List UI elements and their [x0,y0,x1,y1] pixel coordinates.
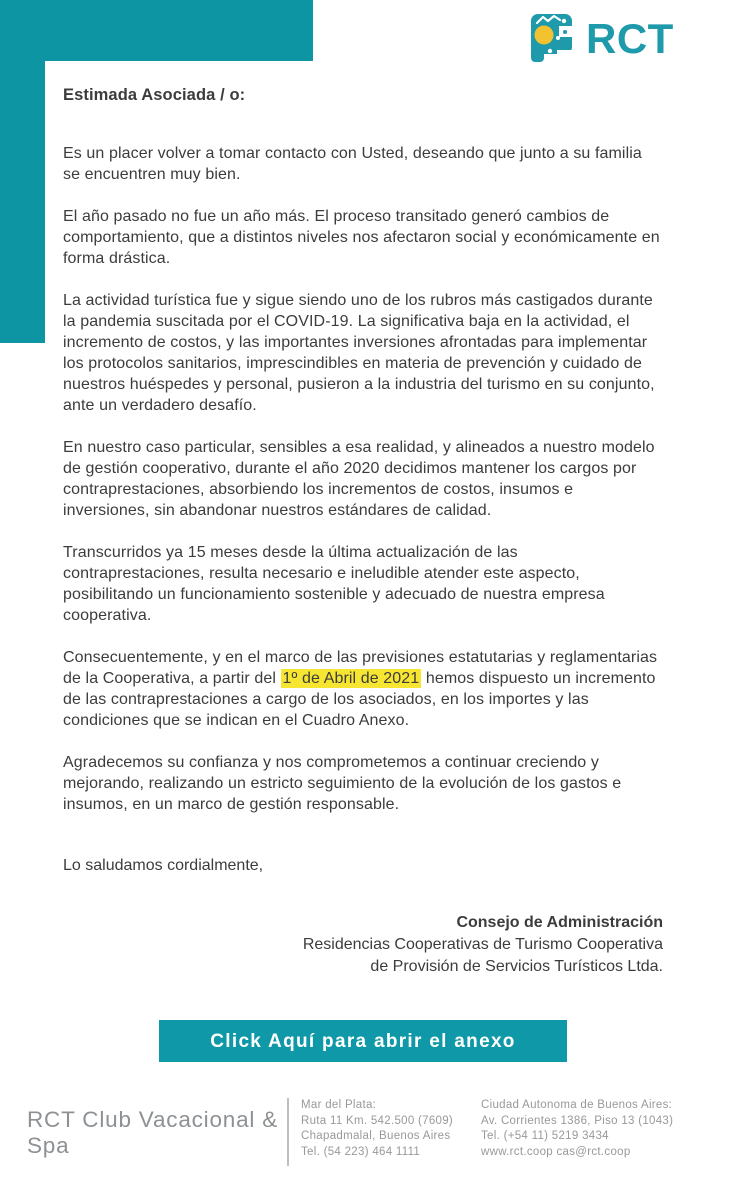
teal-corner-accent-left [0,0,45,343]
signature-org-line2: de Provisión de Servicios Turísticos Ltda. [370,958,663,975]
signature-title: Consejo de Administración [456,914,663,931]
paragraph-6-post: hemos dispuesto un incremento de las contraprestaciones a cargo de los asociados, en los importes y las condiciones que se indican en el Cuadro Anexo. [63,670,656,729]
salutation: Estimada Asociada / o: [63,86,246,104]
footer-ba-phone: Tel. (+54 11) 5219 3434 [481,1130,609,1142]
footer [0,1098,737,1166]
footer-brand: RCT Club Vacacional & Spa [27,1107,279,1158]
footer-mdp-street: Ruta 11 Km. 542.500 (7609) [301,1114,454,1127]
paragraph-3: La actividad turística fue y sigue siendo uno de los rubros más castigados durante la pandemia suscitada por el COVID-19. La significativa baja en la actividad, el incremento de costos, y las importantes inversiones afrontadas para implementar los protocolos sanitarios, imprescindibles en materia de prevención y cuidado de nuestros huéspedes y personal, pusieron a la industria del turismo en su conjunto, ante un verdadero desafío. [63,292,655,414]
footer-website-email[interactable]: www.rct.coop cas@rct.coop [481,1145,631,1158]
footer-ba-street: Av. Corrientes 1386, Piso 13 (1043) [481,1114,674,1127]
paragraph-6-pre: Consecuentemente, y en el marco de las previsiones estatutarias y reglamentarias de la Cooperativa, a partir del [63,649,658,687]
paragraph-1: Es un placer volver a tomar contacto con Usted, deseando que junto a su familia se encuentren muy bien. [63,145,642,183]
footer-mdp-city: Mar del Plata: [301,1099,377,1111]
paragraph-2: El año pasado no fue un año más. El proceso transitado generó cambios de comportamiento, que a distintos niveles nos afectaron social y económicamente en forma drástica. [63,208,660,267]
signature-block [63,912,663,978]
rct-logo-wordmark: RCT [586,14,674,62]
footer-address-mardelplata [301,1098,477,1160]
open-annex-button[interactable]: Click Aquí para abrir el anexo [159,1020,567,1062]
footer-ba-city: Ciudad Autonoma de Buenos Aires: [481,1099,673,1111]
closing-line: Lo saludamos cordialmente, [63,857,264,874]
letter-body [63,0,663,1062]
highlighted-date: 1º de Abril de 2021 [282,670,420,687]
paragraph-4: En nuestro caso particular, sensibles a esa realidad, y alineados a nuestro modelo de gestión cooperativo, durante el año 2020 decidimos mantener los cargos por contraprestaciones, absorbiendo los incrementos de costos, insumos e inversiones, sin abandonar nuestros estándares de calidad. [63,439,655,519]
signature-org-line: Residencias Cooperativas de Turismo Cooperativa [302,936,663,953]
paragraph-6 [63,647,663,731]
cta-row [63,1020,663,1062]
footer-mdp-locality: Chapadmalal, Buenos Aires [301,1130,451,1142]
footer-mdp-phone: Tel. (54 223) 464 1111 [301,1145,421,1158]
footer-address-buenosaires [481,1098,673,1160]
paragraph-5: Transcurridos ya 15 meses desde la última actualización de las contraprestaciones, resulta necesario e ineludible atender este aspecto, posibilitando un funcionamiento sostenible y adecuado de nuestra empresa cooperativa. [63,544,605,624]
footer-divider [287,1098,289,1166]
paragraph-7: Agradecemos su confianza y nos comprometemos a continuar creciendo y mejorando, realizando un estricto seguimiento de la evolución de los gastos e insumos, en un marco de gestión responsable. [63,754,622,813]
